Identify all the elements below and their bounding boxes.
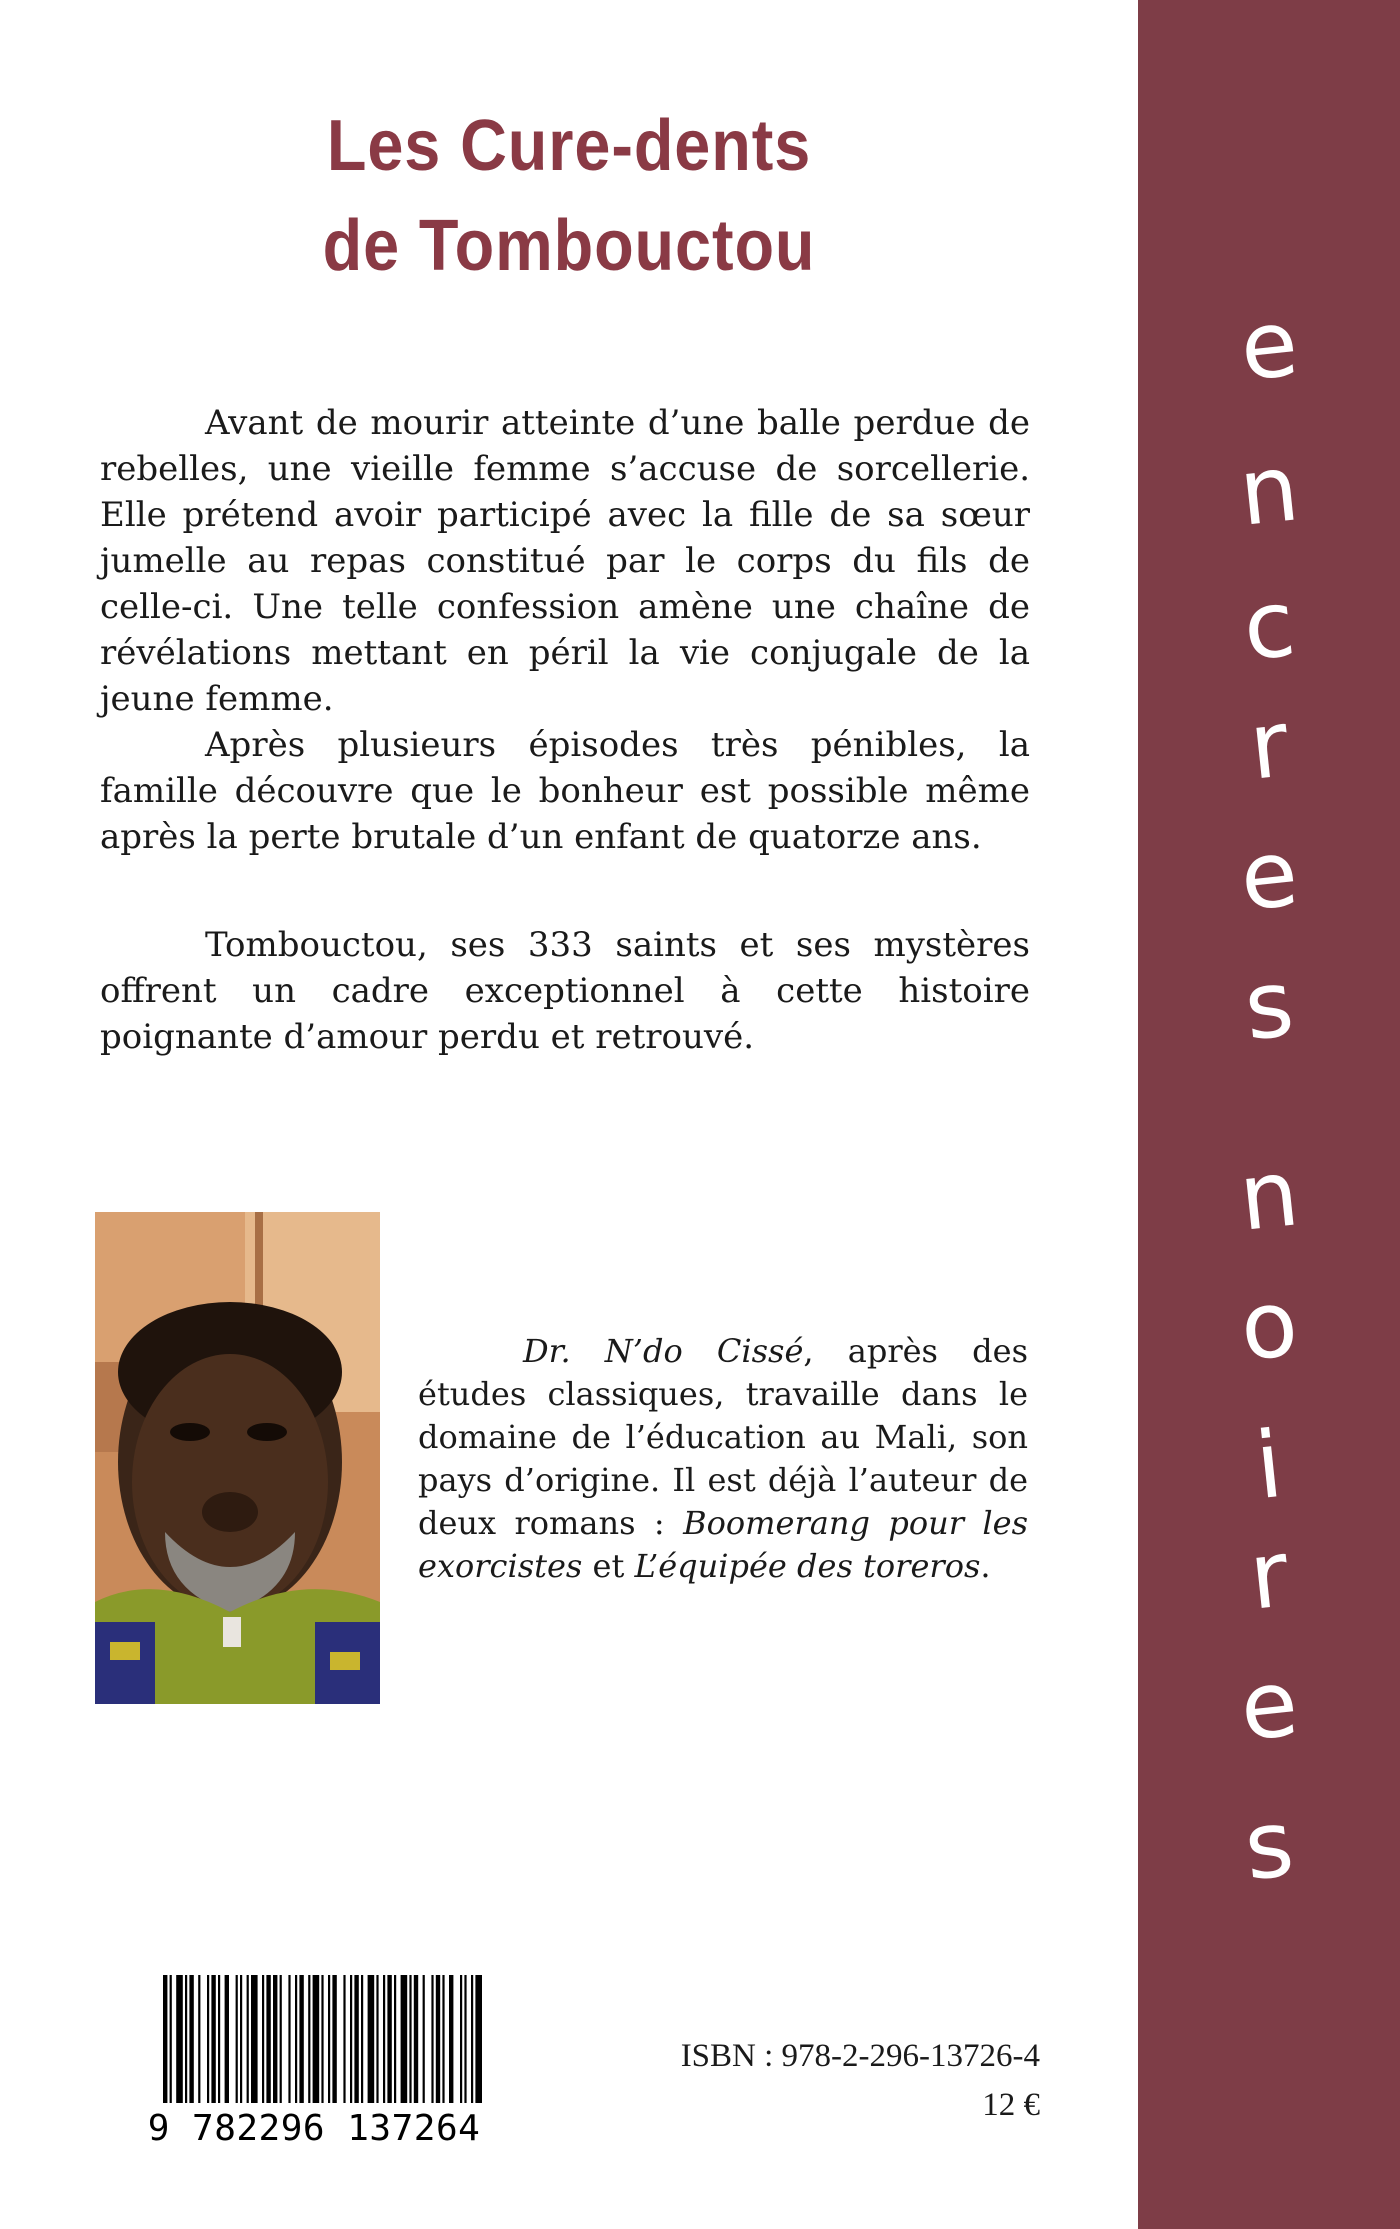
series-letter: s: [1239, 949, 1299, 1062]
barcode-bar: [383, 1975, 385, 2103]
barcode-bar: [343, 1975, 345, 2103]
book-title-line-1: Les Cure-dents: [326, 106, 812, 186]
barcode-bar: [414, 1975, 418, 2103]
barcode-bar: [376, 1975, 378, 2103]
barcode-bar: [464, 1975, 466, 2103]
series-letter: e: [1235, 819, 1303, 932]
barcode-bar: [409, 1975, 411, 2103]
barcode-bar: [273, 1975, 277, 2103]
author-photo: [95, 1212, 380, 1704]
setting-paragraph: Tombouctou, ses 333 saints et ses mystères offrent un cadre exceptionnel à cette histoire poignante d’amour perdu et retrouvé.: [100, 925, 1030, 1057]
book-title-line-2: de Tombouctou: [322, 206, 816, 286]
isbn-label: ISBN : 978-2-296-13726-4: [680, 2038, 1040, 2074]
series-letter: e: [1235, 1649, 1303, 1762]
barcode-bar: [251, 1975, 258, 2103]
author-name: Dr. N’do Cissé: [523, 1332, 804, 1370]
series-letter: n: [1234, 1139, 1304, 1252]
author-bio: [418, 1330, 1028, 1588]
barcode-bar: [328, 1975, 330, 2103]
isbn-barcode: [133, 1975, 495, 2145]
barcode-bar: [313, 1975, 320, 2103]
author-bio-text: , après des études classiques, travaille dans le domaine de l’éducation au Mali, son pays d’origine. Il est déjà l’auteur de deux romans :: [418, 1332, 1029, 1542]
barcode-bar: [207, 1975, 209, 2103]
barcode-bar: [185, 1975, 187, 2103]
summary-paragraph-1: Avant de mourir atteinte d’une balle perdue de rebelles, une vieille femme s’accuse de sorcellerie. Elle prétend avoir participé avec la fille de sa sœur jumelle au repas constitué par le corps du fils de celle-ci. Une telle confession amène une chaîne de révélations mettant en péril la vie conjugale de la jeune femme.: [100, 403, 1030, 719]
barcode-bar: [332, 1975, 336, 2103]
novel-title-1: Boomerang pour les exorcistes: [418, 1504, 1029, 1585]
barcode-bar: [449, 1975, 453, 2103]
barcode-bar: [288, 1975, 290, 2103]
barcode-bar: [218, 1975, 220, 2103]
barcode-bar: [460, 1975, 462, 2103]
author-bio-conjunction: et: [582, 1547, 635, 1585]
barcode-digits: 9 782296 137264: [147, 2108, 481, 2145]
barcode-bar: [423, 1975, 425, 2103]
series-letter: n: [1234, 434, 1304, 547]
barcode-bar: [321, 1975, 323, 2103]
barcode-bar: [176, 1975, 183, 2103]
barcode-bar: [280, 1975, 282, 2103]
series-letter: e: [1235, 289, 1303, 402]
barcode-bar: [299, 1975, 303, 2103]
barcode-bar: [163, 1975, 167, 2103]
barcode-bar: [240, 1975, 242, 2103]
barcode-bar: [236, 1975, 238, 2103]
setting-paragraph-block: [100, 922, 1030, 1060]
barcode-bar: [354, 1975, 358, 2103]
barcode-bar: [198, 1975, 200, 2103]
barcode-bar: [368, 1975, 375, 2103]
barcode-bar: [401, 1975, 408, 2103]
barcode-bar: [295, 1975, 297, 2103]
series-letter: r: [1244, 690, 1294, 801]
series-letter: c: [1238, 569, 1300, 682]
barcode-bar: [247, 1975, 249, 2103]
series-letter: i: [1250, 1410, 1288, 1521]
barcode-bar: [431, 1975, 433, 2103]
barcode-bar: [211, 1975, 215, 2103]
summary: [100, 400, 1030, 860]
series-letter: r: [1244, 1520, 1294, 1631]
barcode-bar: [350, 1975, 352, 2103]
price-label: 12 €: [982, 2087, 1040, 2123]
barcode-bar: [442, 1975, 444, 2103]
barcode-bar: [387, 1975, 391, 2103]
barcode-bar: [361, 1975, 363, 2103]
barcode-bar: [471, 1975, 473, 2103]
barcode-bar: [225, 1975, 229, 2103]
barcode-bar: [308, 1975, 310, 2103]
barcode-bar: [475, 1975, 482, 2103]
barcode-bar: [266, 1975, 270, 2103]
series-letter: s: [1239, 1789, 1299, 1902]
author-bio-end: .: [980, 1547, 991, 1585]
novel-title-2: L’équipée des toreros: [634, 1547, 981, 1585]
author-bio-paragraph: [418, 1330, 1028, 1588]
barcode-bar: [394, 1975, 396, 2103]
barcode-bar: [262, 1975, 264, 2103]
series-letter: o: [1235, 1269, 1303, 1382]
barcode-bar: [189, 1975, 193, 2103]
barcode-bar: [436, 1975, 440, 2103]
summary-paragraph-2: Après plusieurs épisodes très pénibles, la famille découvre que le bonheur est possible même après la perte brutale d’un enfant de quatorze ans.: [100, 725, 1030, 857]
barcode-bar: [170, 1975, 172, 2103]
